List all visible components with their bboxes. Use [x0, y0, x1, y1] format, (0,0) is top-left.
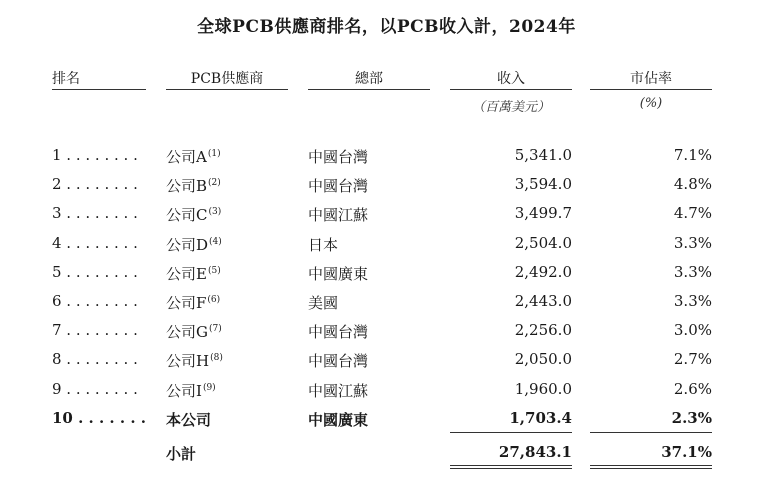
share-unit: (%) — [639, 96, 663, 111]
header-hq: 總部 — [355, 71, 383, 87]
hq-cell: 日本 — [308, 235, 339, 254]
footnote-marker: (5) — [207, 265, 221, 276]
subtotal-rule-share — [590, 432, 712, 433]
total-rule-revenue-2 — [450, 468, 572, 469]
hq-cell: 中國台灣 — [308, 148, 369, 166]
share-cell: 2.6% — [673, 379, 712, 398]
vendor-cell — [166, 380, 216, 401]
vendor-cell — [166, 409, 211, 430]
total-rule-revenue-1 — [450, 465, 572, 466]
revenue-cell: 2,050.0 — [514, 350, 572, 369]
revenue-cell: 2,443.0 — [514, 292, 572, 310]
subtotal-share: 37.1% — [661, 443, 712, 461]
subtotal-rule-revenue — [450, 432, 572, 433]
rank-cell: 10 . . . . . . . — [52, 408, 146, 427]
header-share: 市佔率 — [630, 71, 672, 87]
rank-cell: 3 . . . . . . . . — [52, 204, 138, 223]
footnote-marker: (3) — [208, 207, 222, 218]
vendor-cell — [166, 263, 221, 284]
vendor-cell — [166, 292, 220, 313]
table-row — [0, 409, 773, 438]
header-rule-revenue — [450, 89, 572, 90]
vendor-cell — [166, 146, 221, 167]
total-rule-share-2 — [590, 468, 712, 469]
revenue-cell: 2,504.0 — [514, 233, 572, 252]
vendor-name: 公司D — [166, 235, 209, 254]
header-rule-hq — [308, 89, 430, 90]
footnote-marker: (8) — [210, 353, 223, 364]
footnote-marker: (6) — [207, 295, 221, 305]
hq-cell: 中國江蘇 — [308, 206, 369, 225]
rank-cell: 2 . . . . . . . . — [52, 175, 138, 194]
table-row — [0, 234, 773, 263]
rank-cell: 6 . . . . . . . . — [52, 292, 138, 310]
vendor-name: 公司G — [166, 323, 208, 342]
vendor-name: 公司B — [166, 177, 208, 196]
vendor-cell — [166, 321, 222, 342]
revenue-unit: （百萬美元） — [471, 100, 550, 115]
total-rule-share-1 — [590, 465, 712, 466]
hq-cell: 美國 — [308, 294, 339, 312]
revenue-cell: 2,256.0 — [514, 321, 572, 340]
share-cell: 4.8% — [673, 175, 712, 194]
header-vendor: PCB供應商 — [190, 71, 264, 87]
table-row — [0, 263, 773, 292]
revenue-cell: 3,499.7 — [514, 204, 572, 223]
footnote-marker: (2) — [208, 178, 221, 189]
subtotal-label: 小計 — [166, 445, 197, 463]
vendor-cell — [166, 204, 221, 225]
vendor-name: 本公司 — [166, 410, 212, 429]
share-cell: 3.3% — [673, 233, 712, 252]
revenue-cell: 1,960.0 — [514, 379, 572, 398]
vendor-name: 公司F — [166, 294, 207, 312]
share-cell: 2.7% — [673, 350, 712, 369]
vendor-cell — [166, 234, 222, 255]
share-cell: 3.3% — [673, 262, 712, 281]
share-cell: 4.7% — [673, 204, 712, 223]
share-cell: 2.3% — [671, 408, 712, 427]
revenue-cell: 2,492.0 — [514, 262, 572, 281]
vendor-cell — [166, 350, 223, 371]
share-cell: 3.0% — [673, 321, 712, 340]
rank-cell: 1 . . . . . . . . — [52, 146, 138, 164]
hq-cell: 中國廣東 — [308, 410, 369, 429]
header-rank: 排名 — [52, 71, 80, 87]
revenue-cell: 3,594.0 — [514, 175, 572, 194]
hq-cell: 中國台灣 — [308, 352, 369, 371]
share-cell: 3.3% — [673, 292, 712, 310]
share-cell: 7.1% — [673, 146, 712, 164]
rank-cell: 4 . . . . . . . . — [52, 233, 138, 252]
hq-cell: 中國江蘇 — [308, 381, 369, 400]
vendor-name: 公司A — [166, 148, 207, 166]
header-revenue: 收入 — [497, 71, 525, 87]
vendor-name: 公司E — [166, 264, 207, 283]
footnote-marker: (9) — [202, 382, 216, 393]
footnote-marker: (7) — [208, 324, 222, 335]
table-title: 全球PCB供應商排名，以PCB收入計，2024年 — [197, 17, 576, 37]
header-rule-rank — [52, 89, 146, 90]
table-row — [0, 175, 773, 204]
footnote-marker: (4) — [209, 236, 222, 247]
revenue-cell: 5,341.0 — [514, 146, 572, 164]
vendor-name: 公司I — [166, 381, 202, 400]
footnote-marker: (1) — [207, 149, 221, 159]
revenue-cell: 1,703.4 — [509, 408, 572, 427]
table-row — [0, 292, 773, 321]
rank-cell: 8 . . . . . . . . — [52, 350, 138, 369]
vendor-name: 公司H — [166, 352, 210, 371]
rank-cell: 7 . . . . . . . . — [52, 321, 138, 340]
hq-cell: 中國廣東 — [308, 264, 369, 283]
table-row — [0, 321, 773, 350]
table-row — [0, 146, 773, 175]
hq-cell: 中國台灣 — [308, 323, 369, 342]
table-row — [0, 350, 773, 379]
subtotal-revenue: 27,843.1 — [498, 443, 572, 461]
vendor-name: 公司C — [166, 206, 208, 225]
rank-cell: 5 . . . . . . . . — [52, 262, 138, 281]
table-row — [0, 380, 773, 409]
header-rule-vendor — [166, 89, 288, 90]
vendor-cell — [166, 175, 221, 196]
rank-cell: 9 . . . . . . . . — [52, 379, 138, 398]
hq-cell: 中國台灣 — [308, 177, 369, 196]
table-row — [0, 204, 773, 233]
header-rule-share — [590, 89, 712, 90]
